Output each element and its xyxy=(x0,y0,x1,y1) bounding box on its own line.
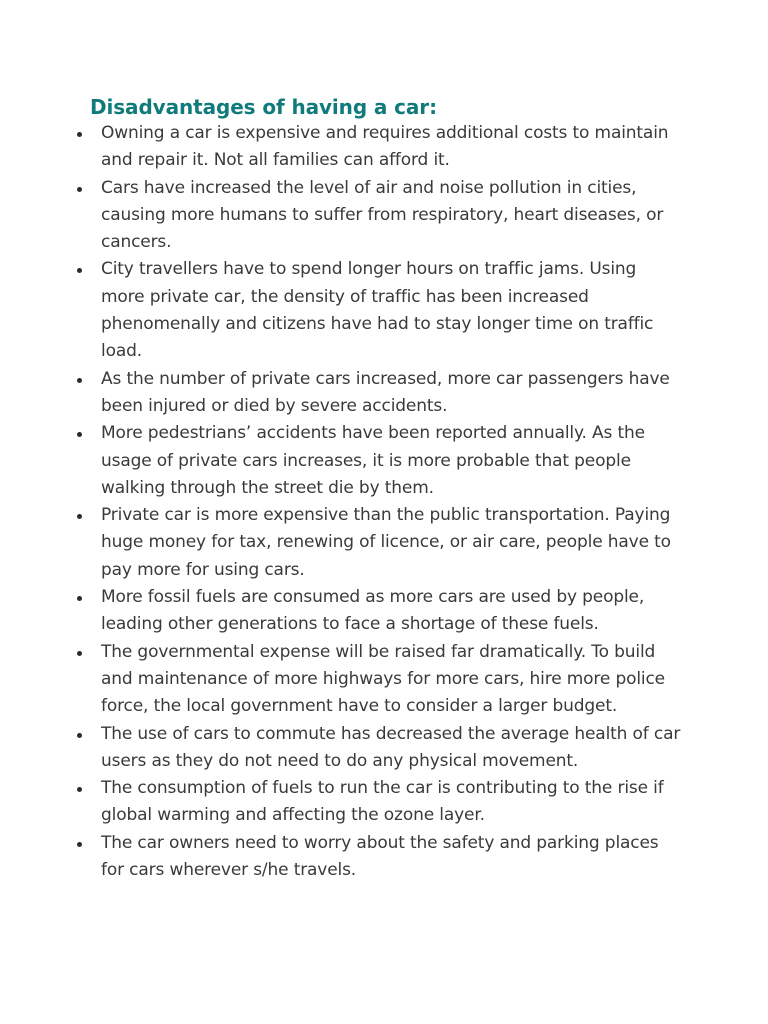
bullet-icon xyxy=(77,514,82,519)
bullet-icon xyxy=(77,432,82,437)
list-item-text: The governmental expense will be raised far dramatically. To build and maintenance of more highways for more cars, hire more police force, the local government have to consider a larger budget. xyxy=(101,641,665,717)
document-heading: Disadvantages of having a car: xyxy=(90,95,437,119)
list-item xyxy=(0,175,681,257)
bullet-icon xyxy=(77,842,82,847)
list-item-text: As the number of private cars increased, more car passengers have been injured or died by severe accidents. xyxy=(101,368,670,416)
list-item xyxy=(0,721,681,776)
bullet-icon xyxy=(77,268,82,273)
bullet-icon xyxy=(77,187,82,192)
list-item xyxy=(0,366,681,421)
list-item-text: City travellers have to spend longer hours on traffic jams. Using more private car, the density of traffic has been increased phenomenally and citizens have had to stay longer time on traffic load. xyxy=(101,259,654,362)
bullet-icon xyxy=(77,596,82,601)
list-item xyxy=(0,584,681,639)
list-item-text: The car owners need to worry about the safety and parking places for cars wherever s/he travels. xyxy=(101,832,659,881)
bullet-icon xyxy=(77,787,82,792)
list-item-text: More fossil fuels are consumed as more cars are used by people, leading other generations to face a shortage of these fuels. xyxy=(101,587,645,635)
list-item xyxy=(0,502,681,584)
list-item-text: Owning a car is expensive and requires additional costs to maintain and repair it. Not all families can afford it. xyxy=(101,123,669,171)
list-item xyxy=(0,775,681,830)
list-item-text: More pedestrians’ accidents have been reported annually. As the usage of private cars increases, it is more probable that people walking through the street die by them. xyxy=(101,423,645,498)
list-item-text: The consumption of fuels to run the car is contributing to the rise if global warming and affecting the ozone layer. xyxy=(101,778,664,826)
disadvantages-list xyxy=(0,120,768,884)
list-item-text: Cars have increased the level of air and noise pollution in cities, causing more humans to suffer from respiratory, heart diseases, or cancers. xyxy=(101,177,664,253)
bullet-icon xyxy=(77,651,82,656)
bullet-icon xyxy=(77,733,82,738)
list-item xyxy=(0,830,681,885)
list-item-text: The use of cars to commute has decreased the average health of car users as they do not need to do any physical movement. xyxy=(101,723,681,771)
list-item-text: Private car is more expensive than the public transportation. Paying huge money for tax, renewing of licence, or air care, people have to pay more for using cars. xyxy=(101,505,671,580)
list-item xyxy=(0,420,681,502)
bullet-icon xyxy=(77,378,82,383)
list-item xyxy=(0,256,681,365)
list-item xyxy=(0,120,681,175)
list-item xyxy=(0,639,681,721)
bullet-icon xyxy=(77,132,82,137)
